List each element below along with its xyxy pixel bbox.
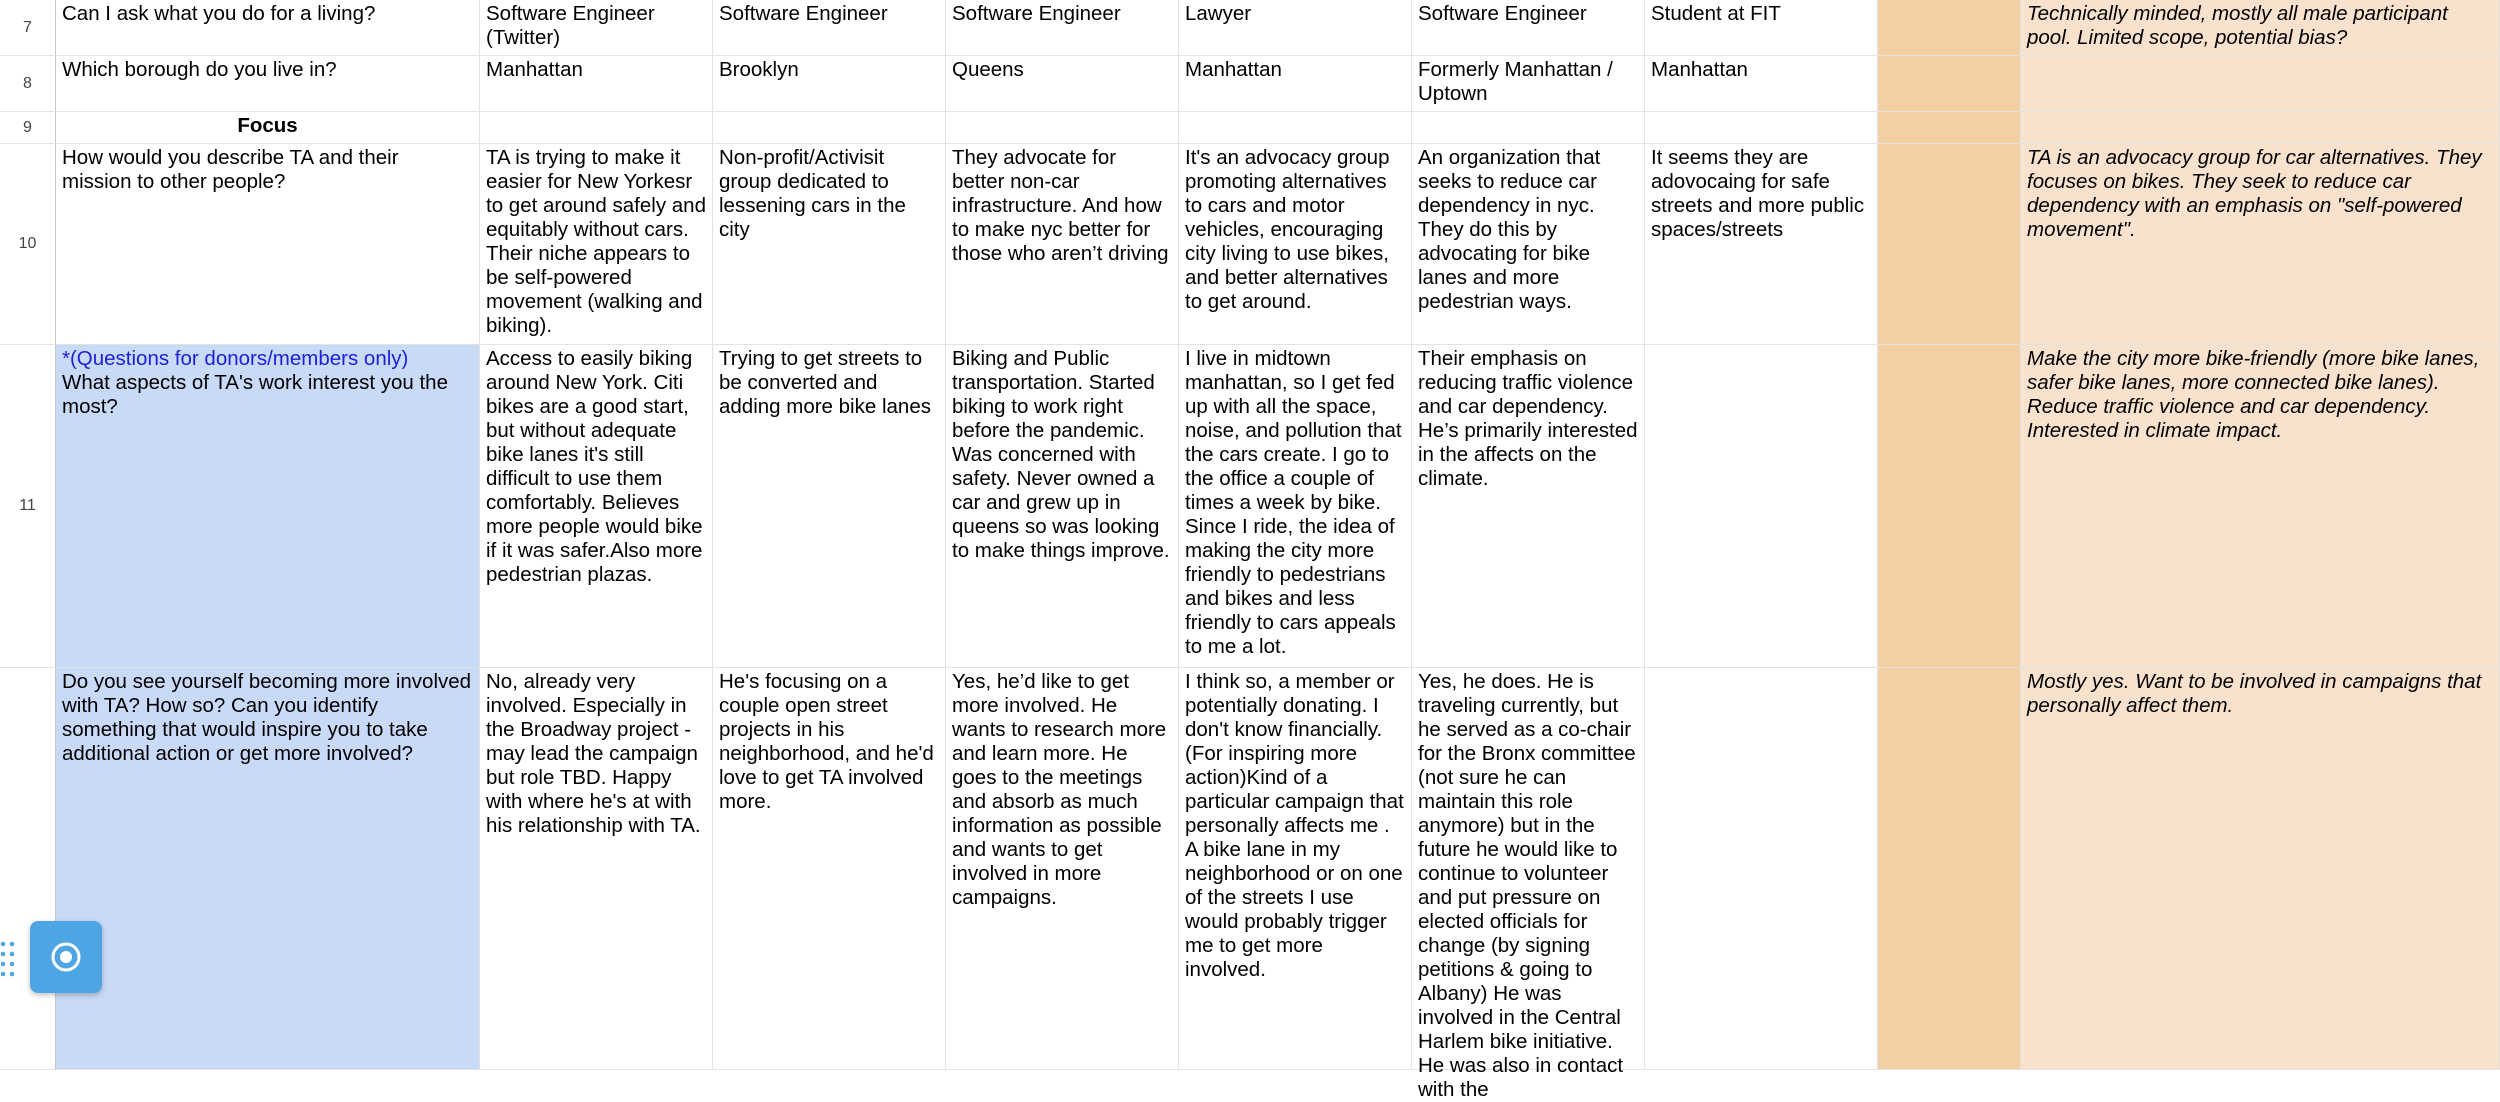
answer-cell[interactable] (1412, 112, 1645, 144)
answer-cell[interactable] (713, 112, 946, 144)
members-only-note: *(Questions for donors/members only) (62, 347, 409, 370)
question-cell[interactable]: Which borough do you live in? (56, 56, 480, 112)
answer-cell[interactable] (1645, 668, 1878, 1070)
answer-cell[interactable]: Access to easily biking around New York. Citi bikes are a good start, but without adequate bike lanes it's still difficult to use them comfortably. Believes more people would bike if it was safer.Also more pedestrian plazas. (480, 345, 713, 668)
answer-cell[interactable]: Student at FIT (1645, 0, 1878, 56)
answer-cell[interactable]: Software Engineer (1412, 0, 1645, 56)
answer-cell[interactable] (1179, 112, 1412, 144)
answer-cell[interactable] (946, 112, 1179, 144)
separator-cell[interactable] (1878, 345, 2021, 668)
record-icon (49, 940, 83, 974)
answer-cell[interactable]: They advocate for better non-car infrastructure. And how to make nyc better for those who aren’t driving (946, 144, 1179, 345)
separator-cell[interactable] (1878, 0, 2021, 56)
answer-cell[interactable]: Software Engineer (946, 0, 1179, 56)
drag-handle-icon[interactable] (0, 940, 16, 976)
summary-cell[interactable]: Make the city more bike-friendly (more bike lanes, safer bike lanes, more connected bike lanes). Reduce traffic violence and car dependency. Interested in climate impact. (2021, 345, 2500, 668)
answer-cell[interactable]: Formerly Manhattan / Uptown (1412, 56, 1645, 112)
question-cell[interactable]: How would you describe TA and their mission to other people? (56, 144, 480, 345)
answer-cell[interactable]: Non-profit/Activisit group dedicated to lessening cars in the city (713, 144, 946, 345)
answer-cell[interactable]: I live in midtown manhattan, so I get fed up with all the space, noise, and pollution that the cars create. I go to the office a couple of times a week by bike. Since I ride, the idea of making the city more friendly to pedestrians and bikes and less friendly to cars appeals to me a lot. (1179, 345, 1412, 668)
summary-cell[interactable]: Mostly yes. Want to be involved in campaigns that personally affect them. (2021, 668, 2500, 1070)
answer-cell[interactable]: Lawyer (1179, 0, 1412, 56)
answer-cell[interactable]: Manhattan (1645, 56, 1878, 112)
answer-cell[interactable]: I think so, a member or potentially donating. I don't know financially. (For inspiring more action)Kind of a particular campaign that personally affects me . A bike lane in my neighborhood or on one of the streets I use would probably trigger me to get more involved. (1179, 668, 1412, 1070)
separator-cell[interactable] (1878, 112, 2021, 144)
answer-cell[interactable]: Trying to get streets to be converted and adding more bike lanes (713, 345, 946, 668)
answer-cell[interactable] (1645, 345, 1878, 668)
answer-cell[interactable] (480, 112, 713, 144)
answer-cell[interactable]: Manhattan (480, 56, 713, 112)
answer-cell[interactable]: It's an advocacy group promoting alternatives to cars and motor vehicles, encouraging city living to use bikes, and better alternatives to get around. (1179, 144, 1412, 345)
answer-cell[interactable]: TA is trying to make it easier for New Yorkesr to get around safely and equitably without cars. Their niche appears to be self-powered movement (walking and biking). (480, 144, 713, 345)
row-header-10[interactable]: 10 (0, 144, 56, 345)
answer-cell[interactable]: Yes, he does. He is traveling currently, but he served as a co-chair for the Bronx committee (not sure he can maintain this role anymore) but in the future he would like to continue to volunteer and put pressure on elected officials for change (by signing petitions & going to Albany) He was involved in the Central Harlem bike initiative. He was also in contact with the (1412, 668, 1645, 1070)
section-heading-cell[interactable]: Focus (56, 112, 480, 144)
answer-cell[interactable]: Software Engineer (Twitter) (480, 0, 713, 56)
answer-cell[interactable]: Yes, he’d like to get more involved. He wants to research more and learn more. He goes to the meetings and absorb as much information as possible and wants to get involved in more campaigns. (946, 668, 1179, 1070)
separator-cell[interactable] (1878, 668, 2021, 1070)
row-header-12[interactable] (0, 668, 56, 1070)
question-cell[interactable] (56, 345, 480, 668)
answer-cell[interactable] (1645, 112, 1878, 144)
separator-cell[interactable] (1878, 56, 2021, 112)
answer-cell[interactable]: No, already very involved. Especially in the Broadway project - may lead the campaign but role TBD. Happy with where he's at with his relationship with TA. (480, 668, 713, 1070)
answer-cell[interactable]: An organization that seeks to reduce car dependency in nyc. They do this by advocating for bike lanes and more pedestrian ways. (1412, 144, 1645, 345)
answer-cell[interactable]: Their emphasis on reducing traffic violence and car dependency. He’s primarily interested in the affects on the climate. (1412, 345, 1645, 668)
summary-cell[interactable]: Technically minded, mostly all male participant pool. Limited scope, potential bias? (2021, 0, 2500, 56)
row-header-8[interactable]: 8 (0, 56, 56, 112)
record-button[interactable] (30, 921, 102, 993)
row-header-9[interactable]: 9 (0, 112, 56, 144)
summary-cell[interactable] (2021, 56, 2500, 112)
answer-cell[interactable]: Brooklyn (713, 56, 946, 112)
question-cell[interactable]: Can I ask what you do for a living? (56, 0, 480, 56)
summary-cell[interactable]: TA is an advocacy group for car alternatives. They focuses on bikes. They seek to reduce car dependency with an emphasis on "self-powered movement". (2021, 144, 2500, 345)
separator-cell[interactable] (1878, 144, 2021, 345)
row-header-7[interactable]: 7 (0, 0, 56, 56)
row-header-11[interactable]: 11 (0, 345, 56, 668)
answer-cell[interactable]: It seems they are adovocaing for safe streets and more public spaces/streets (1645, 144, 1878, 345)
answer-cell[interactable]: Queens (946, 56, 1179, 112)
question-text: What aspects of TA's work interest you the most? (62, 371, 448, 418)
answer-cell[interactable]: Manhattan (1179, 56, 1412, 112)
question-cell[interactable]: Do you see yourself becoming more involved with TA? How so? Can you identify something that would inspire you to take additional action or get more involved? (56, 668, 480, 1070)
answer-cell[interactable]: Software Engineer (713, 0, 946, 56)
summary-cell[interactable] (2021, 112, 2500, 144)
answer-cell[interactable]: He's focusing on a couple open street projects in his neighborhood, and he'd love to get TA involved more. (713, 668, 946, 1070)
answer-cell[interactable]: Biking and Public transportation. Started biking to work right before the pandemic. Was concerned with safety. Never owned a car and grew up in queens so was looking to make things improve. (946, 345, 1179, 668)
